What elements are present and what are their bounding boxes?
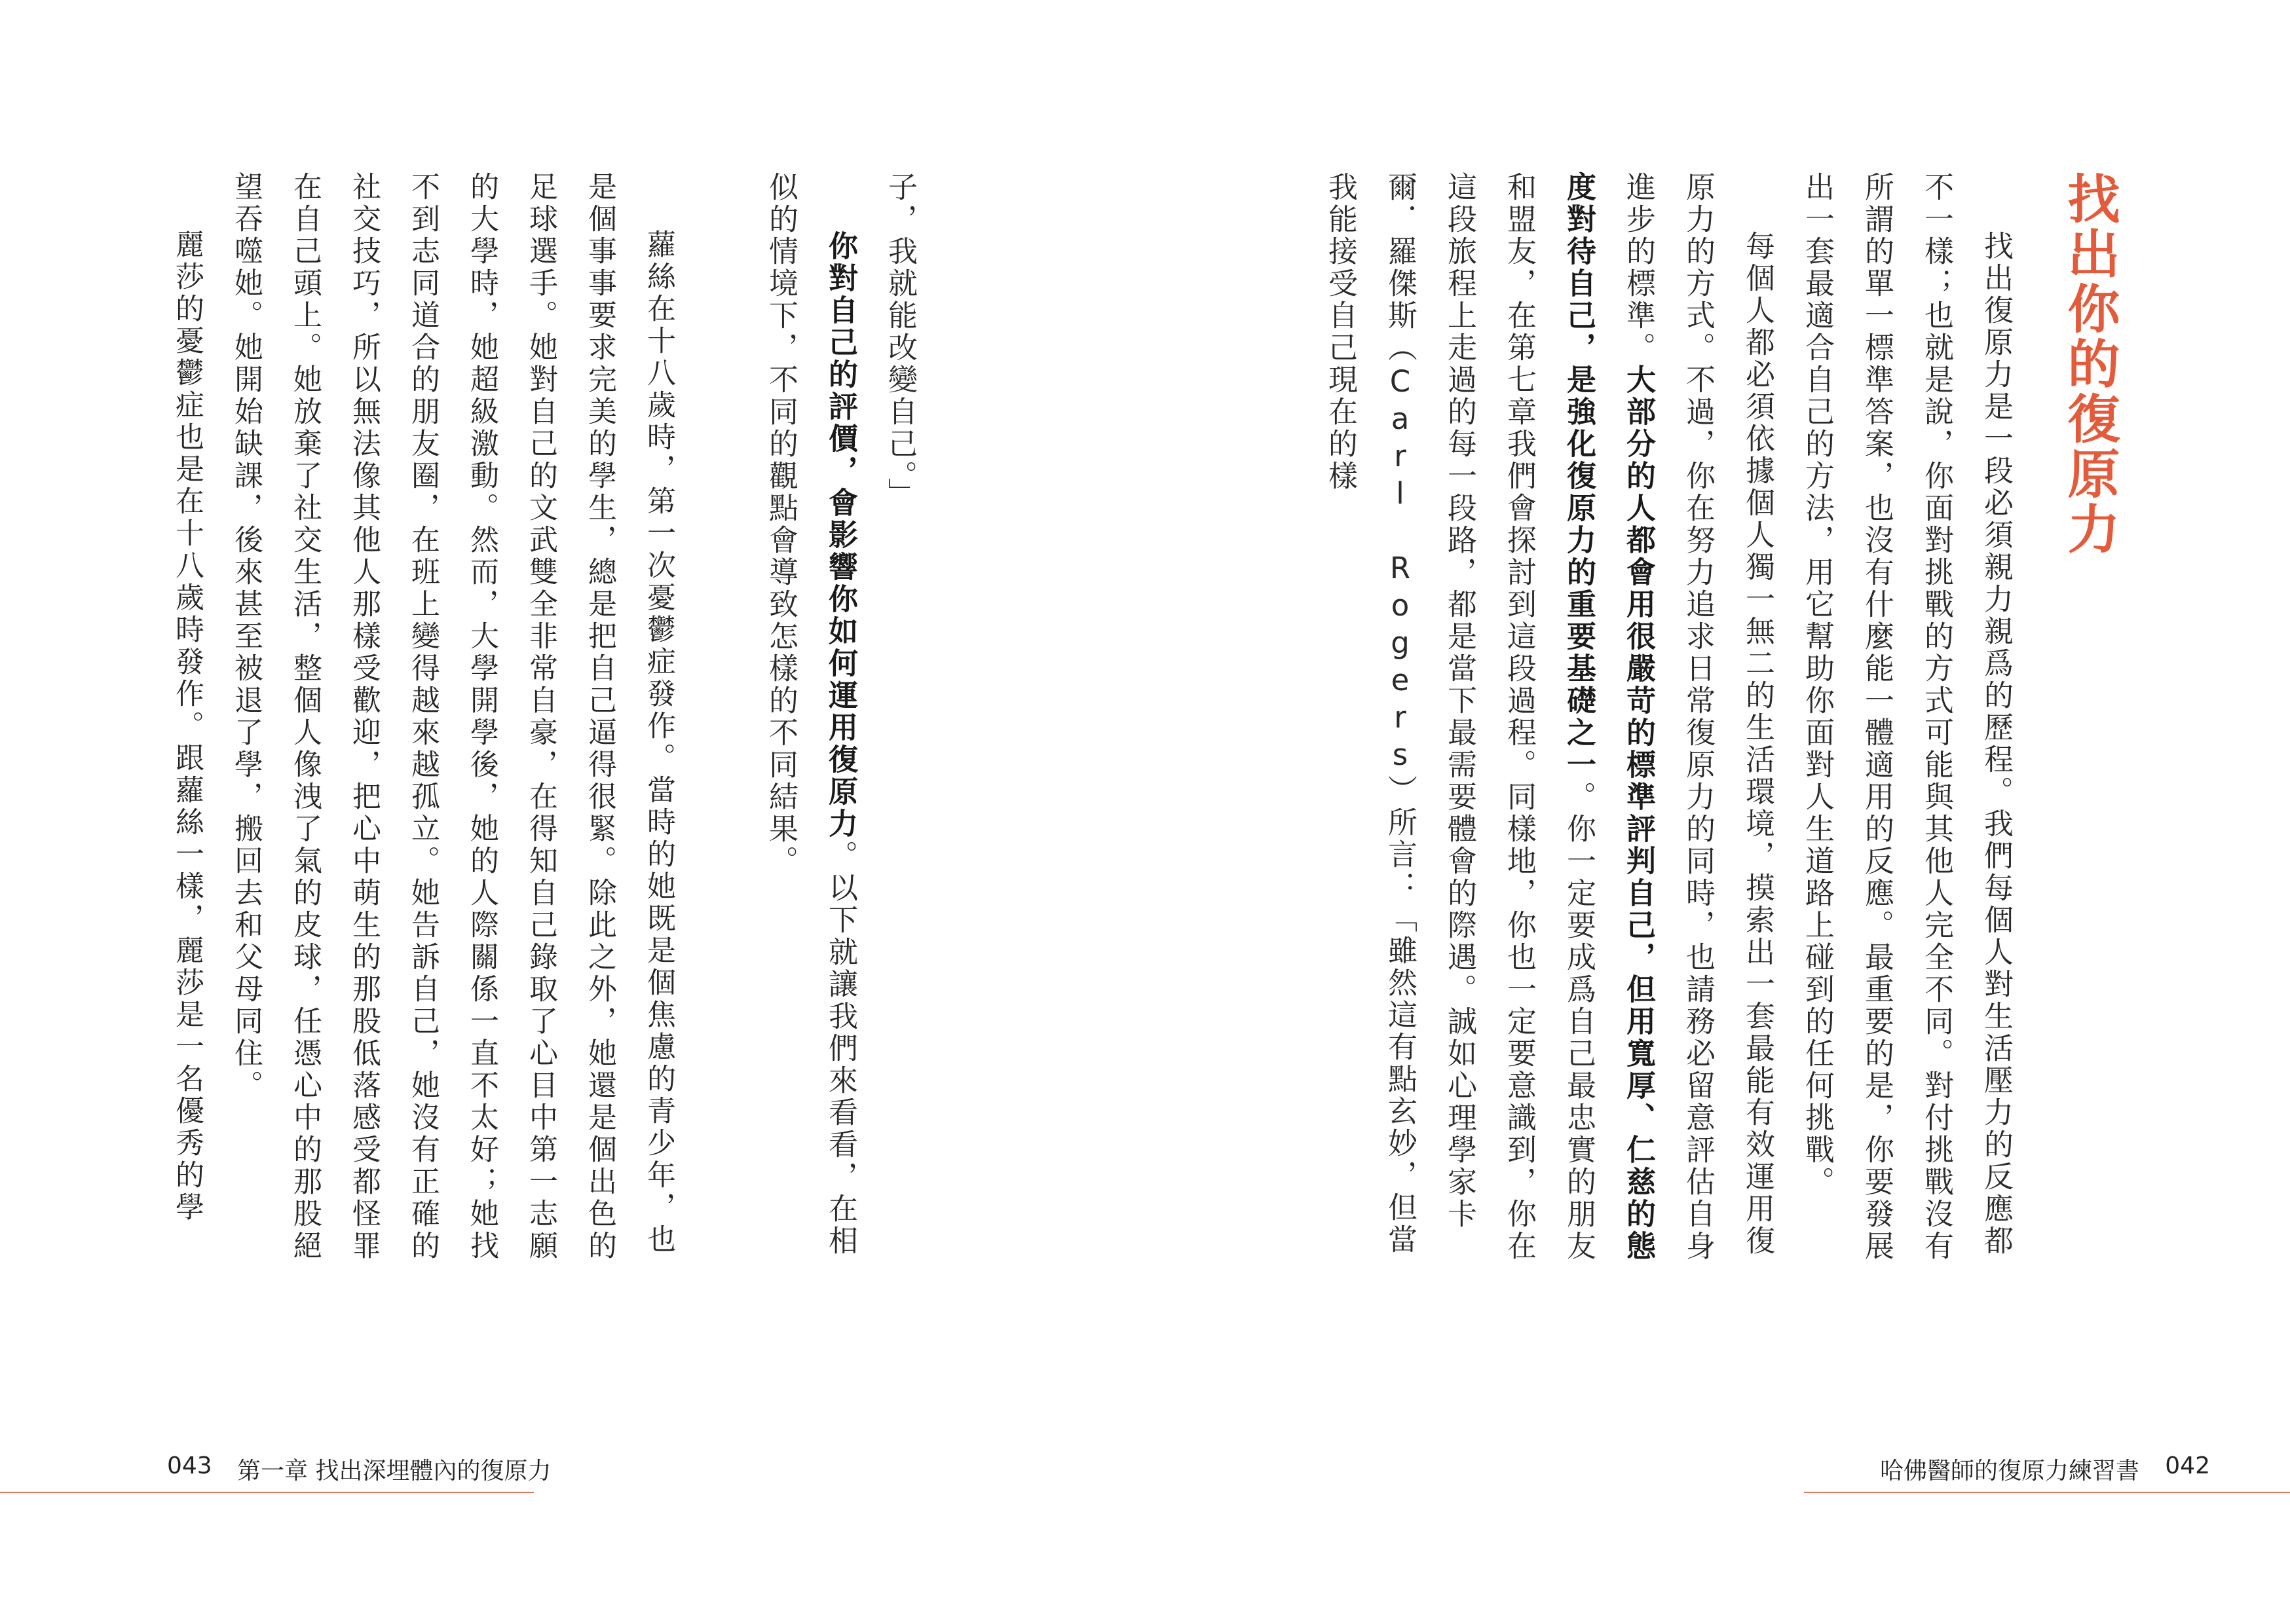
body-text: 子，我就能改變自己。」 — [883, 172, 918, 510]
right-body-paragraph — [1788, 172, 2026, 1285]
right-body-paragraph — [1311, 172, 1788, 1285]
left-story-paragraph — [216, 172, 688, 1285]
running-header-book: 哈佛醫師的復原力練習書 — [1879, 1458, 2139, 1485]
right-page — [1145, 0, 2290, 1624]
section-title: 找出你的復原力 — [2059, 172, 2120, 557]
left-page-body-continuation — [760, 172, 930, 1285]
emphasis-text: 大部分的人都會用很嚴苛的標準評判自己，但用寬厚、仁慈的態度對待自己，是強化復原力的重要基礎之一 — [1562, 172, 1656, 1263]
right-page-body — [1263, 172, 2026, 1285]
footer-rule-right — [1804, 1492, 2290, 1493]
body-text: 蘿絲在十八歲時，第一次憂鬱症發作。當時的她既是個焦慮的青少年，也是個事事要求完美的學生，總是把自己逼得很緊。除此之外，她還是個出色的足球選手。她對自己的文武雙全非常自豪，在得知自己錄取了心目中第一志願的大學時，她超級激動。然而，大學開學後，她的人際關係一直不太好；她找不到志同道合的朋友圈，在班上變得越來越孤立。她告訴自己，她沒有正確的社交技巧，所以無法像其他人那樣受歡迎，把心中萌生的那股低落感受都怪罪在自己頭上。她放棄了社交生活，整個人像洩了氣的皮球，任憑心中的那股絕望吞噬她。她開始缺課，後來甚至被退了學，搬回去和父母同住。 — [229, 172, 675, 1263]
body-text: 。以下就讓我們來看看，在相似的情境下，不同的觀點會導致怎樣的不同結果。 — [764, 172, 858, 1257]
body-text: 。你一定要成爲自己最忠實的朋友和盟友，在第七章我們會探討到這段過程。同樣地，你也一定要意識到，你在這段旅程上走過的每一段路，都是當下最需要體會的際遇。誠如心理學家卡爾．羅傑斯（Carl Rogers）所言：「雖然這有點玄妙，但當我能接受自己現在的樣 — [1323, 172, 1596, 1263]
left-story-paragraph — [157, 172, 216, 1285]
footer-rule-left — [0, 1492, 534, 1493]
emphasis-text: 你對自己的評價，會影響你如何運用復原力 — [823, 231, 858, 840]
left-page-body-story — [164, 172, 688, 1285]
page-number-right: 042 — [2165, 1452, 2210, 1479]
running-header-chapter: 第一章 找出深埋體內的復原力 — [237, 1458, 552, 1485]
body-text: 麗莎的憂鬱症也是在十八歲時發作。跟蘿絲一樣，麗莎是一名優秀的學 — [170, 229, 204, 1224]
left-body-paragraph — [751, 172, 871, 1285]
body-text: 找出復原力是一段必須親力親爲的歷程。我們每個人對生活壓力的反應都不一樣；也就是說，你面對挑戰的方式可能與其他人完全不同。對付挑戰沒有所謂的單一標準答案，也沒有什麼能一體適用的反應。最重要的是，你要發展出一套最適合自己的方法，用它幫助你面對人生道路上碰到的任何挑戰。 — [1800, 172, 2014, 1263]
body-text: 每個人都必須依據個人獨一無二的生活環境，摸索出一套最能有效運用復原力的方式。不過，你在努力追求日常復原力的同時，也請務必留意評估自身進步的標準。 — [1621, 172, 1775, 1263]
page-number-left: 043 — [167, 1452, 212, 1479]
left-body-paragraph — [871, 172, 930, 1285]
